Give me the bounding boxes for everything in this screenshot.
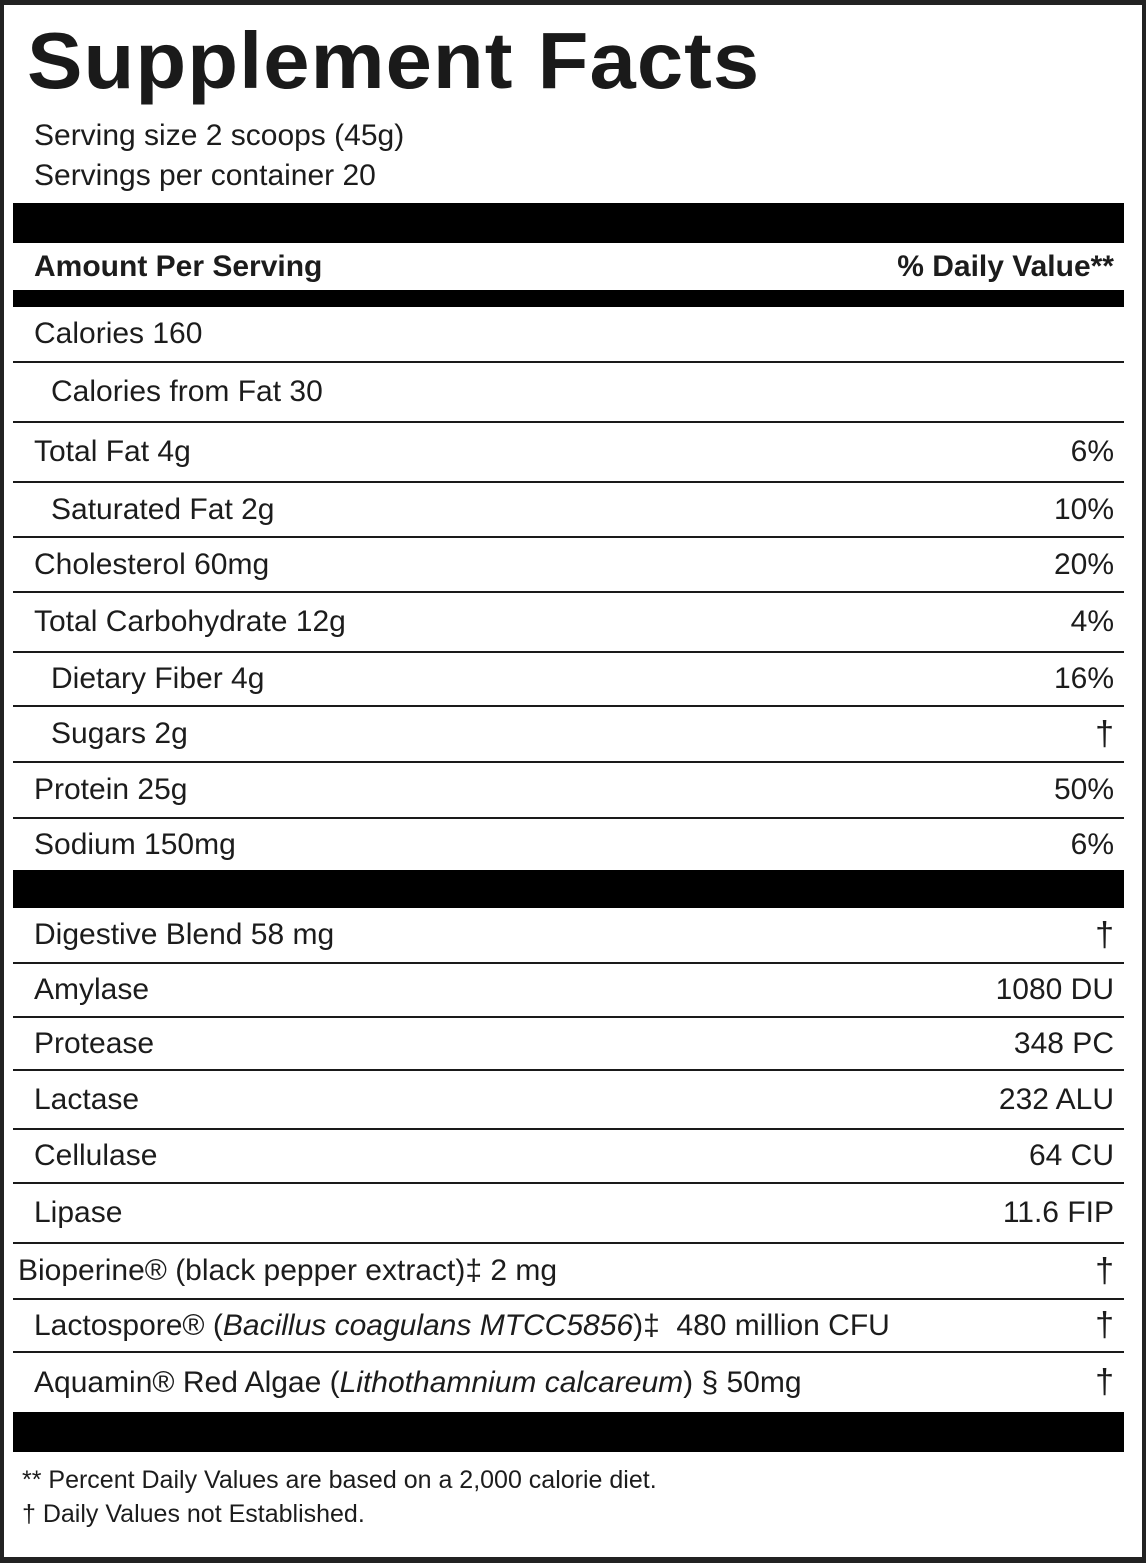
thick-divider	[13, 1412, 1124, 1452]
blend-row-digestive-blend: Digestive Blend 58 mg †	[13, 908, 1124, 964]
ingredient-row-bioperine: Bioperine® (black pepper extract)‡ 2 mg †	[13, 1244, 1124, 1300]
amount-per-serving-label: Amount Per Serving	[34, 249, 323, 283]
servings-per-container: Servings per container 20	[34, 159, 376, 192]
medium-divider	[13, 290, 1124, 307]
footnote-not-established: † Daily Values not Established.	[22, 1500, 365, 1528]
blend-row-amylase: Amylase 1080 DU	[13, 964, 1124, 1018]
thick-divider	[13, 203, 1124, 243]
daily-value-label: % Daily Value**	[897, 249, 1114, 283]
dagger-icon: †	[1095, 915, 1114, 954]
panel-title: Supplement Facts	[27, 16, 761, 105]
dagger-icon: †	[1095, 714, 1114, 753]
nutrient-row-dietary-fiber: Dietary Fiber 4g 16%	[13, 653, 1124, 707]
header-row	[13, 243, 1124, 290]
ingredient-row-aquamin: Aquamin® Red Algae (Lithothamnium calcareum) § 50mg †	[13, 1353, 1124, 1412]
nutrient-row-calories: Calories 160	[13, 307, 1124, 363]
nutrient-row-calories-from-fat: Calories from Fat 30	[13, 363, 1124, 423]
blend-row-lipase: Lipase 11.6 FIP	[13, 1184, 1124, 1244]
nutrient-row-saturated-fat: Saturated Fat 2g 10%	[13, 483, 1124, 538]
ingredient-row-lactospore: Lactospore® (Bacillus coagulans MTCC5856)‡ 480 million CFU †	[13, 1300, 1124, 1353]
nutrient-row-total-fat: Total Fat 4g 6%	[13, 423, 1124, 483]
dagger-icon: †	[1095, 1363, 1114, 1401]
nutrient-row-cholesterol: Cholesterol 60mg 20%	[13, 538, 1124, 593]
nutrient-row-sodium: Sodium 150mg 6%	[34, 827, 1114, 861]
dagger-icon: †	[1095, 1251, 1114, 1290]
scientific-name: Bacillus coagulans MTCC5856	[222, 1308, 634, 1342]
blend-row-lactase: Lactase 232 ALU	[13, 1071, 1124, 1130]
footnote-daily-values: ** Percent Daily Values are based on a 2,000 calorie diet.	[22, 1466, 657, 1494]
dagger-icon: †	[1095, 1306, 1114, 1344]
blend-row-cellulase: Cellulase 64 CU	[13, 1130, 1124, 1184]
serving-size: Serving size 2 scoops (45g)	[34, 119, 405, 152]
blend-row-protease: Protease 348 PC	[13, 1018, 1124, 1071]
nutrient-row-sugars: Sugars 2g †	[13, 707, 1124, 763]
nutrient-row-protein: Protein 25g 50%	[13, 763, 1124, 819]
nutrient-row-total-carbohydrate: Total Carbohydrate 12g 4%	[13, 593, 1124, 653]
thick-divider	[13, 870, 1124, 908]
scientific-name: Lithothamnium calcareum	[339, 1365, 684, 1399]
